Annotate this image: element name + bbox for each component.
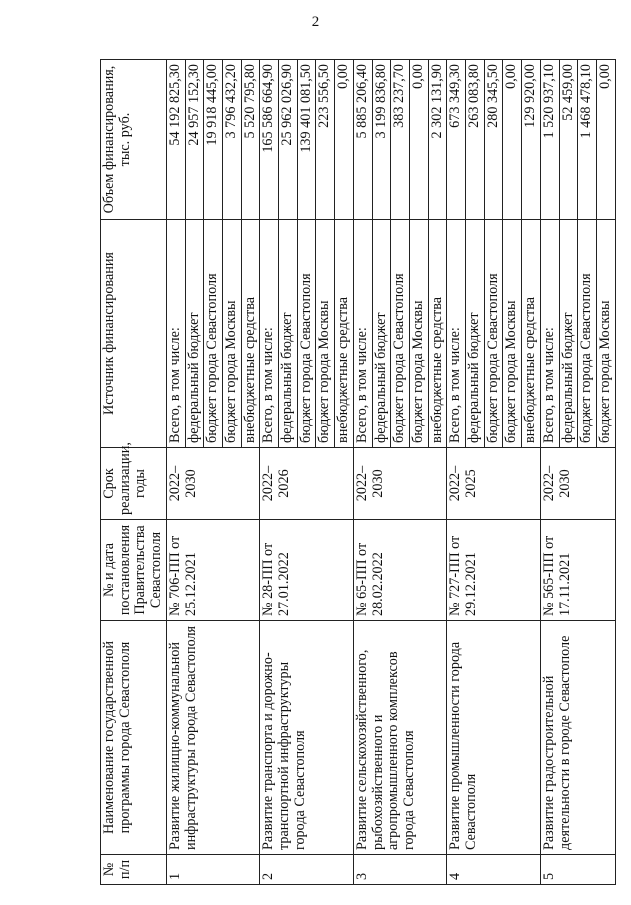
header-decree: № и дата постановления Правительства Севастополя: [101, 520, 167, 621]
funding-value: 129 920,00: [522, 60, 541, 220]
program-period: 2022–2030: [540, 448, 615, 520]
funding-source: Всего, в том числе:: [353, 220, 372, 448]
funding-value: 263 083,80: [466, 60, 485, 220]
funding-source: Всего, в том числе:: [447, 220, 466, 448]
program-name: Развитие сельскохозяйственного, рыбохозяйственного и агропромышленного комплексов города Севастополя: [353, 621, 447, 855]
program-period: 2022–2030: [353, 448, 447, 520]
rotated-table-container: [100, 60, 611, 885]
program-name: Развитие промышленности города Севастополя: [447, 621, 541, 855]
program-num: 5: [540, 855, 615, 885]
funding-value: 165 586 664,90: [260, 60, 279, 220]
funding-source: Всего, в том числе:: [166, 220, 185, 448]
header-source: Источник финансирования: [101, 220, 167, 448]
program-period: 2022–2025: [447, 448, 541, 520]
funding-value: 25 962 026,90: [279, 60, 298, 220]
funding-value: 3 796 432,20: [222, 60, 241, 220]
funding-value: 1 468 478,10: [578, 60, 597, 220]
funding-value: 673 349,30: [447, 60, 466, 220]
funding-source: бюджет города Москвы: [503, 220, 522, 448]
funding-source: бюджет города Севастополя: [484, 220, 503, 448]
funding-source: внебюджетные средства: [428, 220, 447, 448]
funding-value: 280 345,50: [484, 60, 503, 220]
table-row: [166, 60, 185, 885]
funding-value: 383 237,70: [391, 60, 410, 220]
funding-value: 0,00: [596, 60, 615, 220]
page-number: 2: [311, 14, 320, 30]
funding-value: 0,00: [503, 60, 522, 220]
funding-source: бюджет города Севастополя: [204, 220, 223, 448]
funding-value: 5 885 206,40: [353, 60, 372, 220]
funding-source: бюджет города Севастополя: [578, 220, 597, 448]
program-num: 2: [260, 855, 354, 885]
funding-value: 1 520 937,10: [540, 60, 559, 220]
program-period: 2022–2030: [166, 448, 260, 520]
program-name: Развитие градостроительной деятельности в городе Севастополе: [540, 621, 615, 855]
table-row: [353, 60, 372, 885]
funding-value: 2 302 131,90: [428, 60, 447, 220]
funding-value: 3 199 836,80: [372, 60, 391, 220]
funding-value: 139 401 081,50: [297, 60, 316, 220]
program-decree: № 727-ПП от 29.12.2021: [447, 520, 541, 621]
program-decree: № 65-ПП от 28.02.2022: [353, 520, 447, 621]
programs-table: [100, 59, 616, 885]
funding-value: 52 459,00: [559, 60, 578, 220]
program-name: Развитие транспорта и дорожно-транспортной инфраструктуры города Севастополя: [260, 621, 354, 855]
funding-value: 0,00: [335, 60, 354, 220]
funding-source: федеральный бюджет: [559, 220, 578, 448]
funding-value: 24 957 152,30: [185, 60, 204, 220]
header-program-name: Наименование государственной программы города Севастополя: [101, 621, 167, 855]
funding-source: бюджет города Москвы: [316, 220, 335, 448]
funding-source: бюджет города Москвы: [409, 220, 428, 448]
funding-source: бюджет города Москвы: [222, 220, 241, 448]
table-row: [540, 60, 559, 885]
funding-value: 0,00: [409, 60, 428, 220]
funding-source: федеральный бюджет: [466, 220, 485, 448]
table-row: [260, 60, 279, 885]
header-volume: Объем финансирования, тыс. руб.: [101, 60, 167, 220]
funding-source: внебюджетные средства: [241, 220, 260, 448]
funding-source: федеральный бюджет: [372, 220, 391, 448]
funding-source: внебюджетные средства: [522, 220, 541, 448]
funding-source: бюджет города Севастополя: [391, 220, 410, 448]
funding-value: 223 556,50: [316, 60, 335, 220]
program-num: 3: [353, 855, 447, 885]
program-decree: № 28-ПП от 27.01.2022: [260, 520, 354, 621]
program-num: 4: [447, 855, 541, 885]
funding-source: Всего, в том числе:: [540, 220, 559, 448]
program-decree: № 565-ПП от 17.11.2021: [540, 520, 615, 621]
funding-source: внебюджетные средства: [335, 220, 354, 448]
funding-source: Всего, в том числе:: [260, 220, 279, 448]
header-row: [101, 60, 167, 885]
program-period: 2022–2026: [260, 448, 354, 520]
table-body: [166, 60, 615, 885]
funding-source: бюджет города Москвы: [596, 220, 615, 448]
funding-source: бюджет города Севастополя: [297, 220, 316, 448]
funding-source: федеральный бюджет: [185, 220, 204, 448]
table-row: [447, 60, 466, 885]
funding-source: федеральный бюджет: [279, 220, 298, 448]
funding-value: 54 192 825,30: [166, 60, 185, 220]
program-num: 1: [166, 855, 260, 885]
funding-value: 19 918 445,00: [204, 60, 223, 220]
header-period: Срок реализации, годы: [101, 448, 167, 520]
funding-value: 5 520 795,80: [241, 60, 260, 220]
program-decree: № 706-ПП от 25.12.2021: [166, 520, 260, 621]
program-name: Развитие жилищно-коммунальной инфраструктуры города Севастополя: [166, 621, 260, 855]
header-num: № п/п: [101, 855, 167, 885]
